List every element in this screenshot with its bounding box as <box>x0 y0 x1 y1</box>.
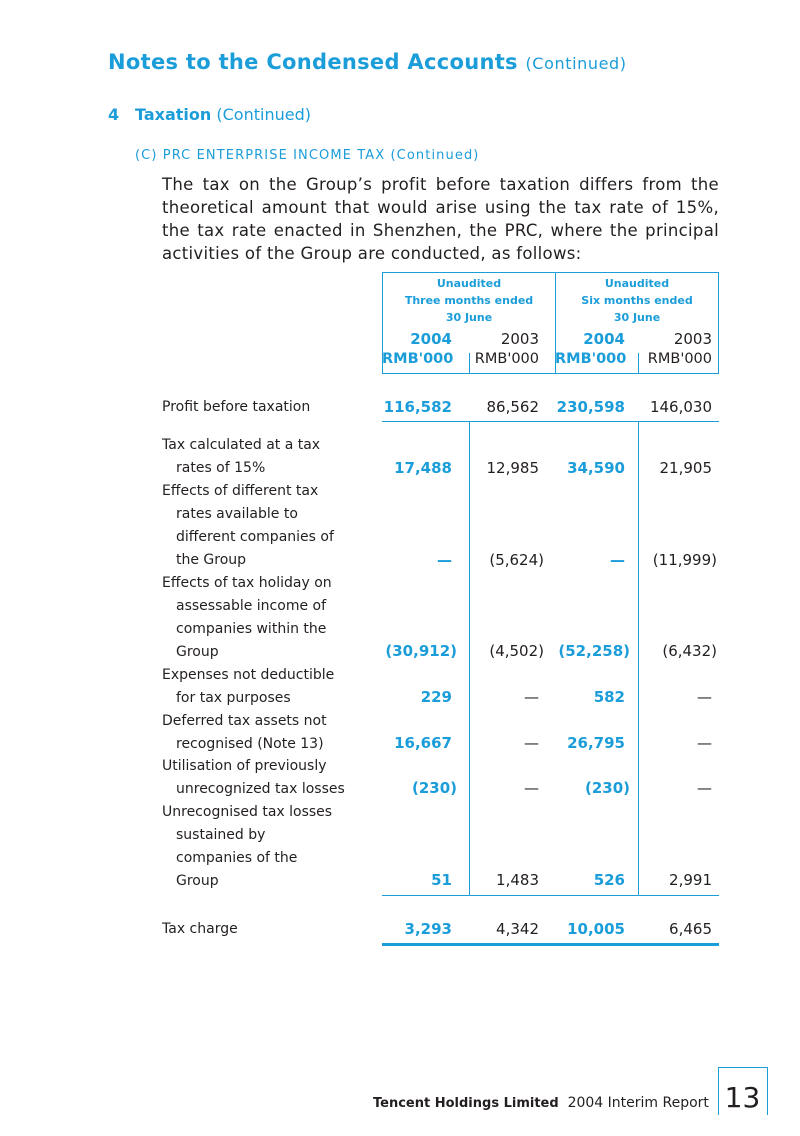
cell-value: (5,624) <box>489 551 544 569</box>
row-label <box>162 396 310 419</box>
row-label-line: Group <box>176 644 219 660</box>
section-heading <box>108 105 311 124</box>
cell-value: 116,582 <box>383 398 452 416</box>
year-header: 2004 <box>583 330 625 348</box>
total-double-rule <box>382 943 719 946</box>
row-label-line: Effects of different tax <box>162 483 319 499</box>
cell-value: 10,005 <box>567 920 625 938</box>
row-label-line: different companies of <box>176 529 334 545</box>
cell-value: 16,667 <box>394 734 452 752</box>
cell-value: — <box>524 779 539 797</box>
group1-line3: 30 June <box>445 311 493 324</box>
cell-value: — <box>437 551 452 569</box>
cell-value: 34,590 <box>567 459 625 477</box>
page-number: 13 <box>724 1081 761 1114</box>
section-title: Taxation <box>135 105 212 124</box>
row-label-line: unrecognized tax losses <box>176 781 345 797</box>
page-title <box>108 50 627 74</box>
cell-value: — <box>697 734 712 752</box>
row-label-line: assessable income of <box>176 598 327 614</box>
cell-value: — <box>697 688 712 706</box>
row-label-line: Utilisation of previously <box>162 758 327 774</box>
row-label-line: Effects of tax holiday on <box>162 575 332 591</box>
row-label-line: rates available to <box>176 506 298 522</box>
cell-value: 86,562 <box>486 398 539 416</box>
cell-value: (30,912) <box>385 642 457 660</box>
cell-value: 146,030 <box>649 398 712 416</box>
cell-value: 21,905 <box>659 459 712 477</box>
section-suffix: (Continued) <box>216 105 311 124</box>
subsection-heading: (C) PRC ENTERPRISE INCOME TAX (Continued) <box>135 148 480 163</box>
column-group-six-months <box>555 275 719 326</box>
group1-line2: Three months ended <box>404 294 534 307</box>
group2-line3: 30 June <box>613 311 661 324</box>
row-label-line: Group <box>176 873 219 889</box>
row-label-line: Expenses not deductible <box>162 667 335 683</box>
row-label <box>162 480 334 572</box>
group2-line1: Unaudited <box>604 277 670 290</box>
cell-value: — <box>524 734 539 752</box>
cell-value: 230,598 <box>556 398 625 416</box>
column-group-three-months <box>383 275 555 326</box>
row-label-line: companies within the <box>176 621 327 637</box>
cell-value: — <box>697 779 712 797</box>
page-title-text: Notes to the Condensed Accounts <box>108 50 518 74</box>
cell-value: — <box>610 551 625 569</box>
row-label <box>162 755 345 801</box>
cell-value: (11,999) <box>652 551 717 569</box>
footer-company: Tencent Holdings Limited <box>373 1096 559 1111</box>
row-label <box>162 572 332 664</box>
cell-value: 582 <box>593 688 625 706</box>
cell-value: 229 <box>420 688 452 706</box>
cell-value: (6,432) <box>662 642 717 660</box>
row-label <box>162 918 238 941</box>
row-label-line: Tax charge <box>162 921 238 937</box>
cell-value: — <box>524 688 539 706</box>
row-label <box>162 434 320 480</box>
cell-value: (52,258) <box>558 642 630 660</box>
cell-value: 17,488 <box>394 459 452 477</box>
cell-value: 4,342 <box>496 920 539 938</box>
row-label <box>162 801 332 893</box>
year-header: 2003 <box>673 330 712 348</box>
cell-value: (230) <box>411 779 457 797</box>
row-label <box>162 664 334 710</box>
row-label-line: companies of the <box>176 850 298 866</box>
row-label-line: Tax calculated at a tax <box>162 437 321 453</box>
subtotal-rule <box>382 421 719 422</box>
cell-value: 2,991 <box>669 871 712 889</box>
row-label-line: Profit before taxation <box>162 399 311 415</box>
header-box-bottom <box>382 373 719 374</box>
year-header: 2003 <box>500 330 539 348</box>
unit-header: RMB'000 <box>382 351 454 367</box>
unit-header: RMB'000 <box>647 351 712 367</box>
cell-value: 51 <box>431 871 452 889</box>
row-label-line: rates of 15% <box>176 460 266 476</box>
unit-header: RMB'000 <box>474 351 539 367</box>
row-label-line: the Group <box>176 552 247 568</box>
cell-value: (4,502) <box>489 642 544 660</box>
row-label <box>162 710 327 756</box>
header-box-top <box>382 272 719 273</box>
row-label-line: for tax purposes <box>176 690 291 706</box>
cell-value: 6,465 <box>669 920 712 938</box>
footer-report: 2004 Interim Report <box>567 1095 709 1111</box>
row-label-line: sustained by <box>176 827 266 843</box>
body-paragraph: The tax on the Group’s profit before taxation differs from the theoretical amount that would arise using the tax rate of 15%, the tax rate enacted in Shenzhen, the PRC, where the principal activities of the Group are conducted, as follows: <box>162 175 719 263</box>
group1-line1: Unaudited <box>436 277 502 290</box>
cell-value: (230) <box>584 779 630 797</box>
row-label-line: recognised (Note 13) <box>176 736 324 752</box>
footer <box>373 1095 709 1111</box>
section-number: 4 <box>108 105 120 124</box>
subtotal-rule <box>382 895 719 896</box>
row-label-line: Unrecognised tax losses <box>162 804 333 820</box>
group2-line2: Six months ended <box>581 294 693 307</box>
unit-header: RMB'000 <box>555 351 627 367</box>
cell-value: 3,293 <box>404 920 452 938</box>
cell-value: 1,483 <box>496 871 539 889</box>
cell-value: 26,795 <box>567 734 625 752</box>
row-label-line: Deferred tax assets not <box>162 713 327 729</box>
year-header: 2004 <box>410 330 452 348</box>
cell-value: 12,985 <box>486 459 539 477</box>
page-title-suffix: (Continued) <box>525 54 627 73</box>
cell-value: 526 <box>593 871 625 889</box>
